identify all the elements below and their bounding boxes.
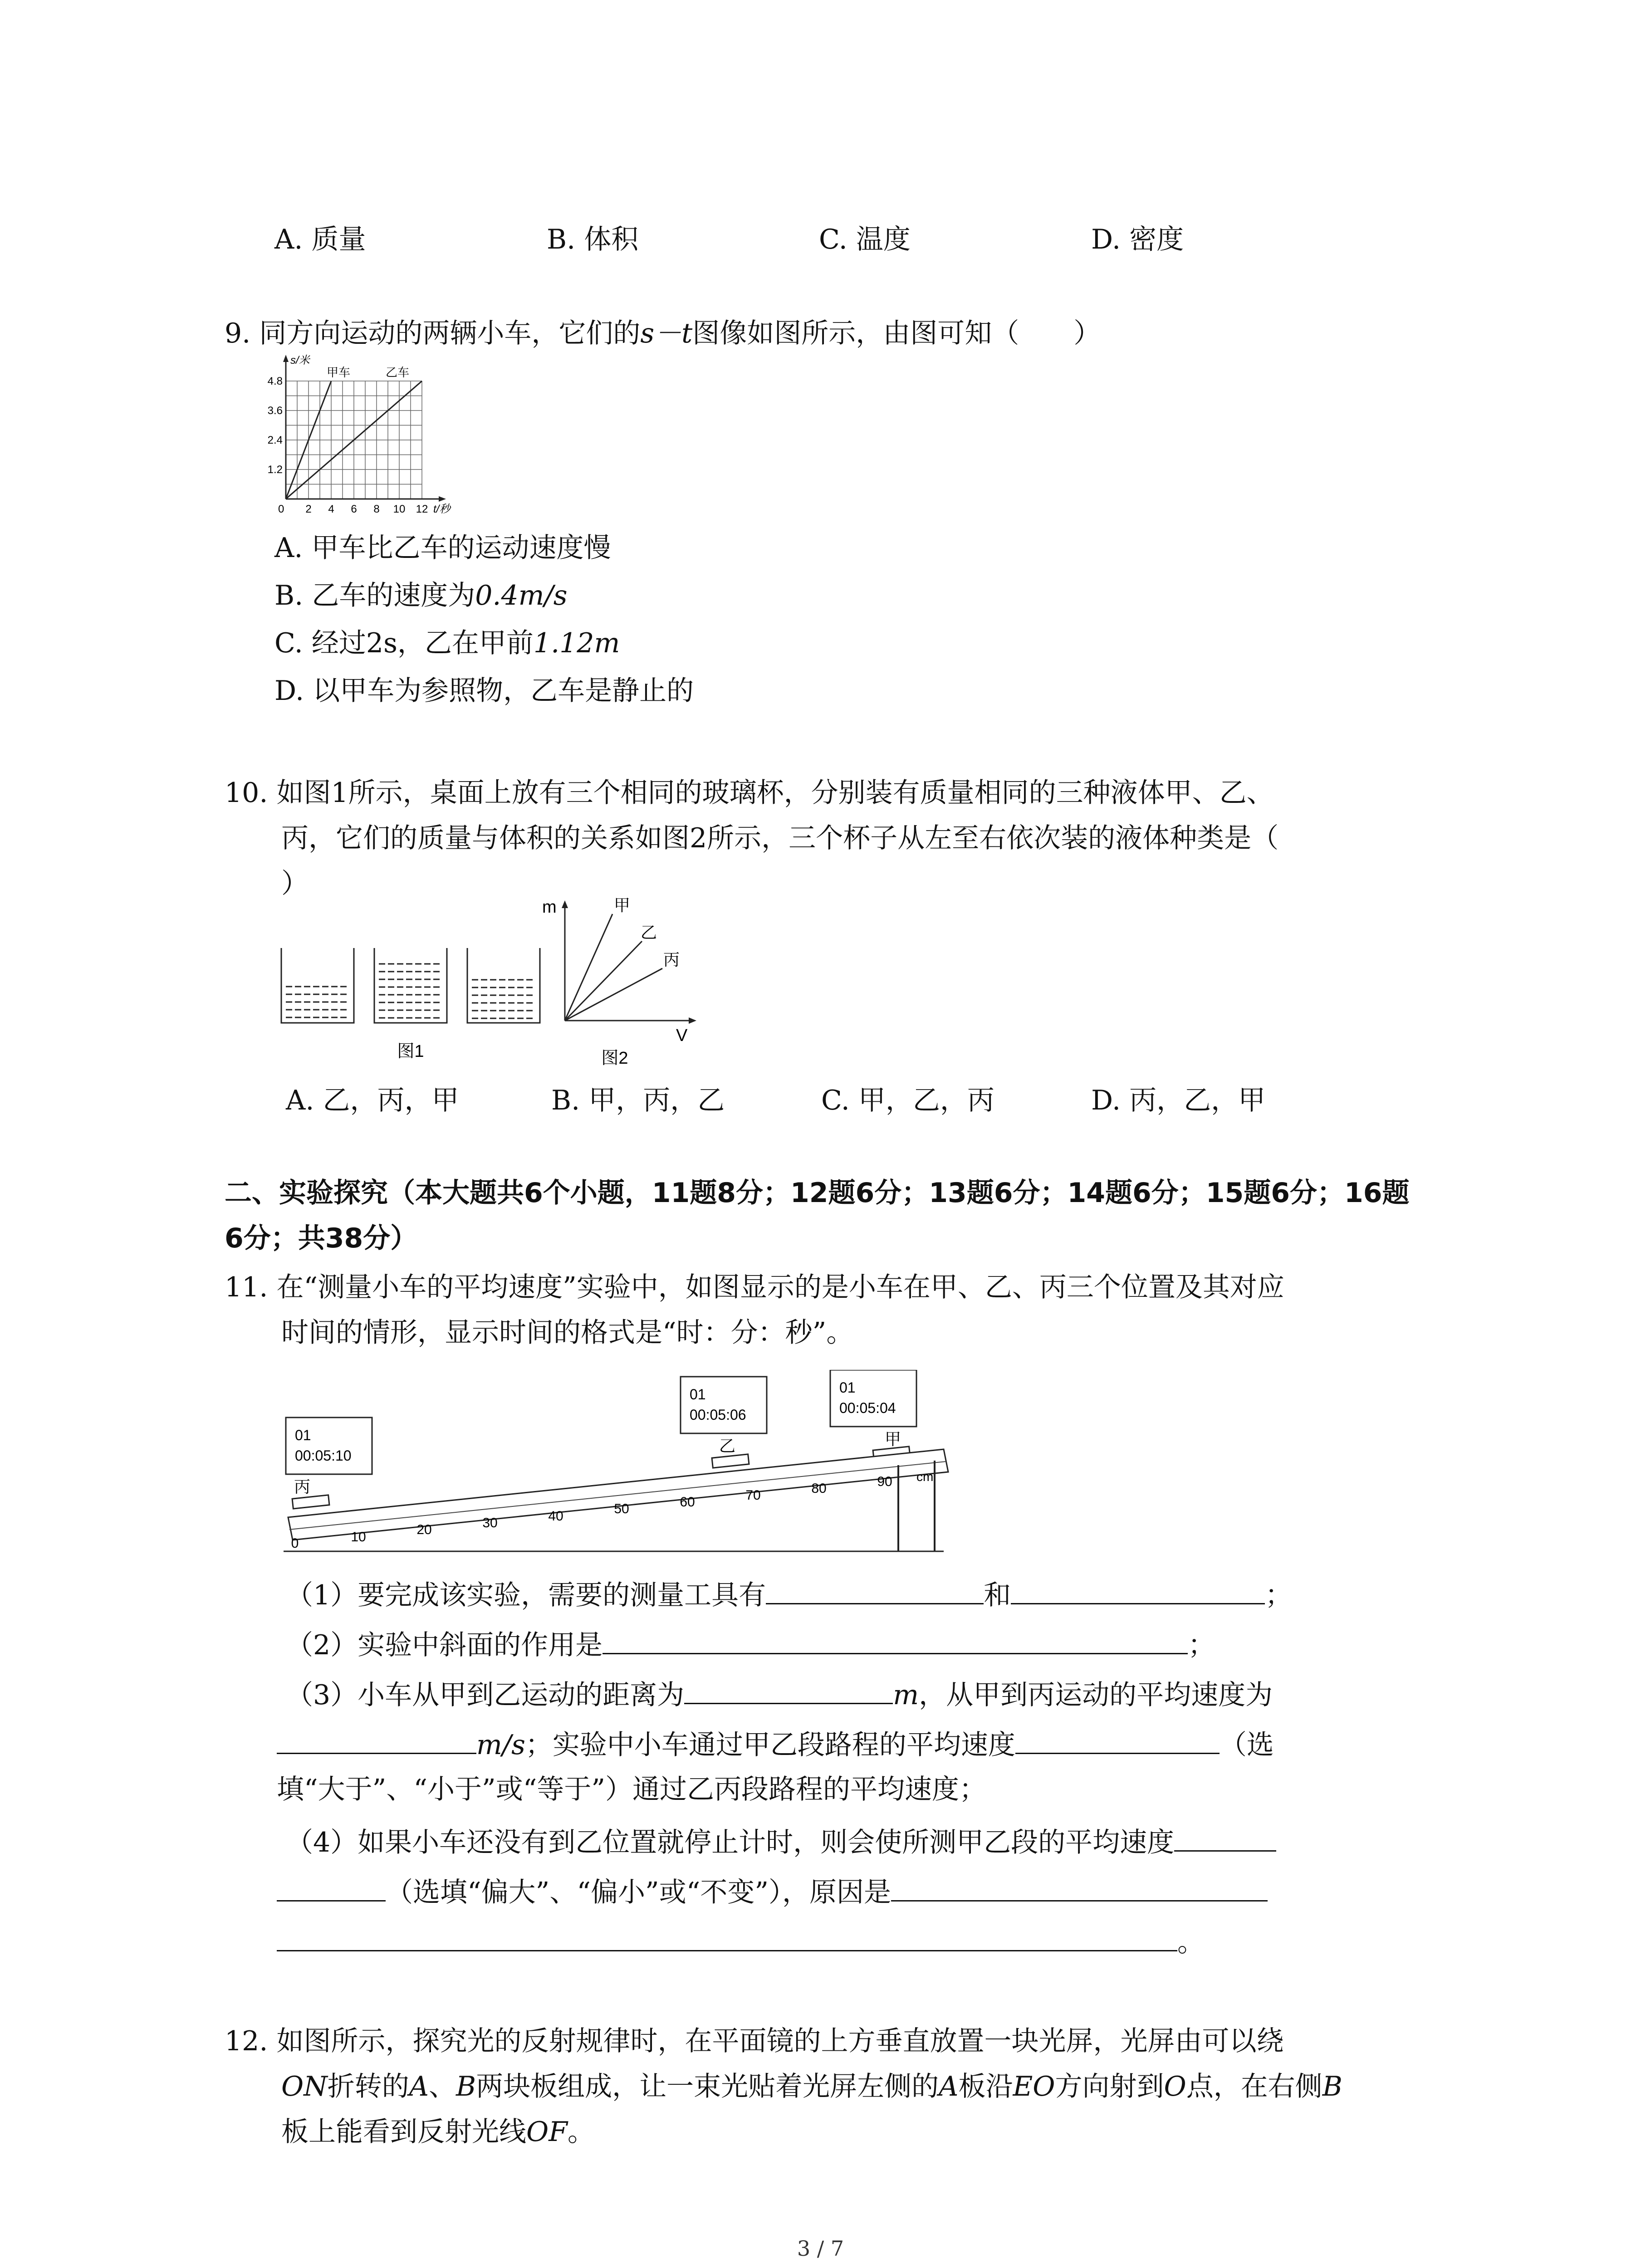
q9-number: 9. [225,318,251,349]
label-jia: 甲 [885,1430,901,1448]
svg-text:00:05:06: 00:05:06 [690,1407,746,1423]
q9-x-label: t/秒 [433,503,451,515]
q9-option-a: A. 甲车比乙车的运动速度慢 [274,532,611,564]
car-yi [712,1454,749,1468]
q11-blank-3[interactable] [603,1628,1188,1654]
q8-option-b: B. 体积 [547,224,639,255]
svg-text:00:05:04: 00:05:04 [839,1400,896,1416]
q10-fig1-caption: 图1 [397,1042,424,1061]
q10-line-2: 丙，它们的质量与体积的关系如图2所示，三个杯子从左至右依次装的液体种类是（ [281,822,1279,854]
q9-xtick: 6 [351,503,357,515]
q10-fig2-label-jia: 甲 [614,896,631,914]
q11-sub-1: （1）要完成该实验，需要的测量工具有 和 ； [286,1579,1293,1611]
timer-jia [830,1370,916,1427]
svg-text:70: 70 [745,1488,761,1503]
q9-ytick: 2.4 [267,434,283,446]
q9-stem: 9. 同方向运动的两辆小车，它们的s－t图像如图所示，由图可知（ ） [225,318,1101,349]
q9-ytick: 3.6 [267,405,283,417]
q9-xtick: 8 [373,503,380,515]
q9-y-label: s/米 [290,354,310,367]
q9-option-c: C. 经过2s，乙在甲前1.12m [274,627,620,659]
svg-text:01: 01 [295,1427,311,1443]
svg-text:10: 10 [351,1530,366,1545]
q11-sub-3-line-2: m/s；实验中小车通过甲乙段路程的平均速度 （选 [277,1728,1274,1759]
q11-incline-figure [281,1370,971,1565]
timer-bing [286,1418,372,1474]
q11-blank-7[interactable] [1174,1826,1276,1852]
q12-number: 12. [225,2025,268,2057]
q10-line-bing [565,968,662,1021]
section-2-line-2: 6分；共38分） [225,1222,418,1254]
svg-text:40: 40 [548,1509,563,1524]
svg-text:90: 90 [877,1474,892,1489]
q10-number: 10. [225,777,268,809]
svg-text:60: 60 [680,1495,695,1510]
page-number: 3 / 7 [797,2236,844,2261]
q11-blank-7-cont[interactable] [277,1876,386,1901]
section-2-line-1: 二、实验探究（本大题共6个小题，11题8分；12题6分；13题6分；14题6分；15题6分；16题 [225,1177,1410,1209]
q11-blank-8-cont[interactable] [277,1926,1177,1951]
q12-line-1: 12. 如图所示，探究光的反射规律时，在平面镜的上方垂直放置一块光屏，光屏由可以绕 [225,2025,1284,2057]
svg-text:50: 50 [614,1501,629,1516]
q11-blank-8[interactable] [891,1876,1268,1901]
q9-option-b: B. 乙车的速度为0.4m/s [274,580,568,611]
q10-cup-1 [281,948,354,1023]
q8-option-a: A. 质量 [274,224,366,255]
q9-st-graph [252,354,479,526]
q11-blank-1[interactable] [766,1579,984,1604]
q11-sub-2: （2）实验中斜面的作用是 ； [286,1629,1215,1661]
q8-option-c: C. 温度 [819,224,911,255]
q10-line-jia [565,914,612,1021]
q9-ytick: 1.2 [267,464,283,476]
q10-option-c: C. 甲，乙，丙 [821,1085,994,1116]
q11-sub-4-line-1: （4）如果小车还没有到乙位置就停止计时，则会使所测甲乙段的平均速度 [286,1826,1276,1856]
q9-xtick: 4 [328,503,334,515]
q11-blank-4[interactable] [684,1678,893,1704]
q11-blank-2[interactable] [1011,1579,1265,1604]
svg-text:01: 01 [839,1379,856,1396]
timer-yi [681,1377,767,1433]
q11-sub-4-line-2: （选填“偏大”、“偏小”或“不变”），原因是 [277,1876,1268,1906]
q9-ytick: 4.8 [267,375,283,387]
q10-option-b: B. 甲，丙，乙 [551,1085,725,1116]
q10-fig2-x-axis: V [676,1026,688,1045]
q9-xtick: 10 [393,503,406,515]
q11-blank-5[interactable] [277,1728,476,1754]
ruler-unit: cm [916,1470,934,1484]
svg-text:80: 80 [811,1481,827,1496]
q9-label-jia: 甲车 [327,366,351,379]
q10-fig2-y-axis: m [542,898,557,917]
q10-line-3: ） [281,868,309,899]
q12-line-2: ON折转的A、B两块板组成，让一束光贴着光屏左侧的A板沿EO方向射到O点，在右侧B [281,2071,1342,2102]
q9-xtick: 2 [305,503,312,515]
svg-text:30: 30 [482,1515,498,1530]
q11-line-1: 11. 在“测量小车的平均速度”实验中，如图显示的是小车在甲、乙、丙三个位置及其对应 [225,1271,1284,1303]
q11-sub-4-line-3: 。 [277,1926,1205,1956]
q11-number: 11. [225,1271,268,1303]
incline-ruler [288,1449,948,1540]
q9-label-yi: 乙车 [386,366,410,379]
q10-fig2-label-bing: 丙 [663,950,680,969]
q10-line-1: 10. 如图1所示，桌面上放有三个相同的玻璃杯，分别装有质量相同的三种液体甲、乙、 [225,777,1274,809]
q10-option-d: D. 丙，乙，甲 [1091,1085,1266,1116]
q11-blank-6[interactable] [1015,1728,1220,1754]
q11-sub-3-line-1: （3）小车从甲到乙运动的距离为 m，从甲到丙运动的平均速度为 [286,1679,1273,1711]
label-yi: 乙 [719,1437,736,1455]
q11-line-2: 时间的情形，显示时间的格式是“时：分：秒”。 [281,1317,854,1349]
q9-xtick: 12 [416,503,428,515]
q10-figure-2 [529,889,719,1080]
q12-line-3: 板上能看到反射光线OF。 [281,2116,595,2148]
q9-origin: 0 [278,503,284,515]
label-bing: 丙 [294,1477,311,1496]
q8-option-d: D. 密度 [1091,224,1184,255]
q11-sub-3-line-3: 填“大于”、“小于”或“等于”）通过乙丙段路程的平均速度； [277,1774,987,1805]
svg-text:01: 01 [690,1386,706,1403]
q10-figure-1 [277,943,558,1070]
q10-option-a: A. 乙，丙，甲 [286,1085,459,1116]
q9-option-d: D. 以甲车为参照物，乙车是静止的 [274,675,694,707]
car-bing [292,1495,329,1509]
svg-text:00:05:10: 00:05:10 [295,1447,352,1464]
q10-fig2-caption: 图2 [601,1049,628,1068]
q10-cup-2 [374,948,447,1023]
q10-line-yi [565,941,642,1021]
svg-text:20: 20 [416,1522,432,1537]
q10-fig2-label-yi: 乙 [641,923,657,942]
svg-text:0: 0 [291,1536,299,1551]
